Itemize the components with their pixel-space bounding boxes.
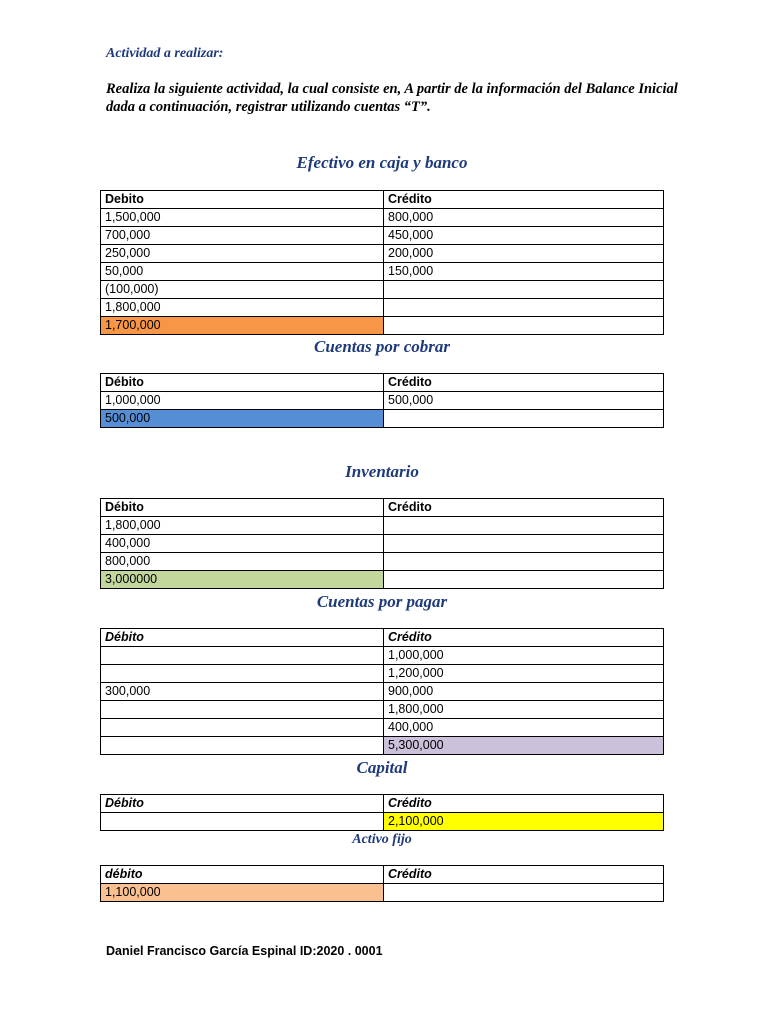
- debit-cell: 1,000,000: [101, 392, 384, 410]
- table-row-balance: [101, 410, 664, 428]
- table-header-row: [101, 629, 664, 647]
- debit-balance-cell: 1,700,000: [101, 317, 384, 335]
- debit-balance-cell: 3,000000: [101, 571, 384, 589]
- table-row: [101, 281, 664, 299]
- debit-cell: 250,000: [101, 245, 384, 263]
- debit-header: Débito: [101, 629, 384, 647]
- debit-header: Débito: [101, 374, 384, 392]
- debit-cell: [101, 665, 384, 683]
- debit-cell: [101, 719, 384, 737]
- debit-cell: 300,000: [101, 683, 384, 701]
- table-row: [101, 535, 664, 553]
- title-capital: Capital: [356, 758, 408, 777]
- table-row: [101, 227, 664, 245]
- debit-cell: [101, 813, 384, 831]
- debit-cell: 1,800,000: [101, 517, 384, 535]
- title-cuentas-por-cobrar: Cuentas por cobrar: [313, 337, 451, 356]
- table-header-row: [101, 499, 664, 517]
- credit-cell: 450,000: [384, 227, 664, 245]
- table-row-balance: [101, 317, 664, 335]
- credit-header: Crédito: [384, 795, 664, 813]
- debit-balance-cell: 500,000: [101, 410, 384, 428]
- table-header-row: [101, 866, 664, 884]
- table-header-row: [101, 191, 664, 209]
- table-row-balance: [101, 571, 664, 589]
- table-row-balance: [101, 813, 664, 831]
- debit-header: Débito: [101, 499, 384, 517]
- debit-cell: 700,000: [101, 227, 384, 245]
- t-account-activo-fijo: [100, 865, 664, 902]
- credit-cell: [384, 517, 664, 535]
- title-activo-fijo: Activo fijo: [352, 832, 412, 847]
- table-row: [101, 647, 664, 665]
- table-header-row: [101, 795, 664, 813]
- debit-cell: [101, 647, 384, 665]
- credit-cell: 900,000: [384, 683, 664, 701]
- credit-cell: [384, 553, 664, 571]
- table-row: [101, 553, 664, 571]
- credit-cell: [384, 299, 664, 317]
- debit-cell: [101, 737, 384, 755]
- credit-balance-cell: 2,100,000: [384, 813, 664, 831]
- table-row: [101, 263, 664, 281]
- credit-header: Crédito: [384, 374, 664, 392]
- table-row: [101, 392, 664, 410]
- t-account-cuentas-por-cobrar: [100, 373, 664, 428]
- debit-cell: (100,000): [101, 281, 384, 299]
- debit-header: débito: [101, 866, 384, 884]
- credit-cell: 1,000,000: [384, 647, 664, 665]
- title-efectivo: Efectivo en caja y banco: [296, 153, 468, 172]
- credit-cell: [384, 571, 664, 589]
- table-header-row: [101, 374, 664, 392]
- credit-cell: 1,800,000: [384, 701, 664, 719]
- debit-cell: [101, 701, 384, 719]
- credit-cell: [384, 410, 664, 428]
- activity-label: Actividad a realizar:: [106, 46, 224, 61]
- credit-cell: [384, 884, 664, 902]
- table-row: [101, 719, 664, 737]
- t-account-capital: [100, 794, 664, 831]
- table-row: [101, 299, 664, 317]
- table-row: [101, 701, 664, 719]
- credit-cell: [384, 281, 664, 299]
- credit-header: Crédito: [384, 499, 664, 517]
- table-row: [101, 209, 664, 227]
- debit-header: Debito: [101, 191, 384, 209]
- table-row: [101, 517, 664, 535]
- credit-cell: 1,200,000: [384, 665, 664, 683]
- debit-cell: 1,500,000: [101, 209, 384, 227]
- credit-cell: [384, 535, 664, 553]
- table-row-balance: [101, 884, 664, 902]
- debit-balance-cell: 1,100,000: [101, 884, 384, 902]
- credit-cell: [384, 317, 664, 335]
- table-row-balance: [101, 737, 664, 755]
- t-account-efectivo: [100, 190, 664, 335]
- credit-cell: 800,000: [384, 209, 664, 227]
- debit-cell: 50,000: [101, 263, 384, 281]
- table-row: [101, 245, 664, 263]
- credit-header: Crédito: [384, 191, 664, 209]
- t-account-inventario: [100, 498, 664, 589]
- footer-author: Daniel Francisco García Espinal ID:2020 . 0001: [106, 944, 383, 958]
- credit-cell: 150,000: [384, 263, 664, 281]
- credit-header: Crédito: [384, 629, 664, 647]
- title-inventario: Inventario: [345, 462, 419, 481]
- debit-cell: 1,800,000: [101, 299, 384, 317]
- credit-cell: 200,000: [384, 245, 664, 263]
- table-row: [101, 665, 664, 683]
- credit-cell: 400,000: [384, 719, 664, 737]
- t-account-cuentas-por-pagar: [100, 628, 664, 755]
- title-cuentas-por-pagar: Cuentas por pagar: [316, 592, 448, 611]
- debit-header: Débito: [101, 795, 384, 813]
- credit-cell: 500,000: [384, 392, 664, 410]
- debit-cell: 400,000: [101, 535, 384, 553]
- instructions-text: Realiza la siguiente actividad, la cual consiste en, A partir de la información del Balance Inicial dada a continuación, registrar utilizando cuentas “T”.: [106, 81, 678, 115]
- credit-header: Crédito: [384, 866, 664, 884]
- table-row: [101, 683, 664, 701]
- credit-balance-cell: 5,300,000: [384, 737, 664, 755]
- debit-cell: 800,000: [101, 553, 384, 571]
